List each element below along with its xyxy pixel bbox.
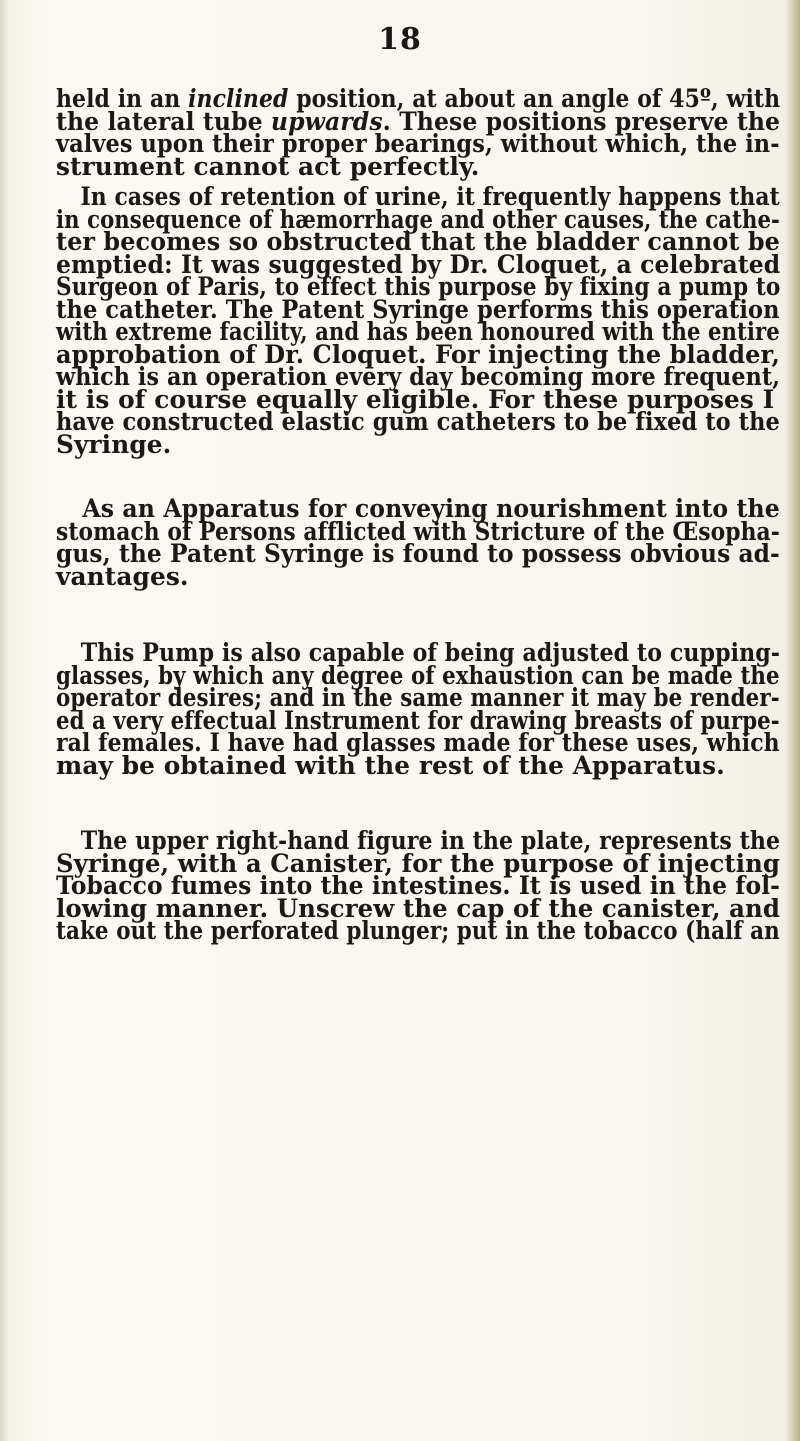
text-line: emptied: It was suggested by Dr. Cloquet, a celebrated — [56, 249, 781, 279]
text-line: stomach of Persons afflicted with Stricture of the Œsopha- — [56, 516, 780, 546]
paragraph-4 — [56, 638, 786, 780]
paragraph-1 — [56, 84, 786, 181]
text-line: ed a very effectual Instrument for drawing breasts of purpe- — [56, 705, 780, 735]
text-line: lowing manner. Unscrew the cap of the canister, and — [56, 893, 781, 923]
text-line: approbation of Dr. Cloquet. For injecting the bladder, — [56, 339, 780, 369]
text-line: valves upon their proper bearings, without which, the in- — [56, 129, 780, 158]
text-line: vantages. — [56, 561, 189, 591]
text-line: with extreme facility, and has been honoured with the entire — [56, 317, 780, 346]
paragraph-5 — [56, 826, 786, 945]
text-line: gus, the Patent Syringe is found to possess obvious ad- — [56, 539, 780, 568]
text-line: have constructed elastic gum catheters to be fixed to the — [56, 407, 780, 436]
text-line: The upper right-hand figure in the plate, represents the — [80, 826, 781, 855]
text-line: it is of course equally eligible. For these purposes I — [56, 384, 775, 414]
text-line: In cases of retention of urine, it frequently happens that — [80, 182, 780, 211]
text-line: ter becomes so obstructed that the bladder cannot be — [56, 227, 780, 256]
text-line: This Pump is also capable of being adjusted to cupping- — [80, 638, 781, 667]
text-line: As an Apparatus for conveying nourishment into the — [82, 494, 780, 523]
text-line: Surgeon of Paris, to effect this purpose by fixing a pump to — [56, 272, 781, 301]
page-number: 18 — [378, 22, 422, 57]
text-line: Tobacco fumes into the intestines. It is used in the fol- — [56, 871, 780, 900]
paragraph-2 — [56, 182, 786, 459]
page-edge — [786, 0, 800, 1441]
text-line: Syringe. — [56, 429, 172, 459]
text-line: take out the perforated plunger; put in the tobacco (half an — [56, 916, 780, 945]
page-gutter-shadow — [0, 0, 8, 1441]
text-line: in consequence of hæmorrhage and other causes, the cathe- — [56, 204, 780, 234]
text-line: glasses, by which any degree of exhaustion can be made the — [56, 660, 780, 690]
text-line: the lateral tube upwards. These positions preserve the — [56, 106, 781, 136]
text-line: strument cannot act perfectly. — [56, 151, 480, 181]
text-line: may be obtained with the rest of the Apparatus. — [56, 750, 725, 780]
text-line: the catheter. The Patent Syringe performs this operation — [56, 294, 780, 324]
text-line: Syringe, with a Canister, for the purpose of injecting — [56, 848, 781, 878]
text-line: ral females. I have had glasses made for these uses, which — [56, 728, 780, 757]
text-line: operator desires; and in the same manner it may be render- — [56, 683, 780, 712]
paragraph-3 — [56, 494, 786, 591]
text-line: which is an operation every day becoming more frequent, — [56, 362, 781, 391]
text-line: held in an inclined position, at about an angle of 45º, with — [56, 84, 781, 113]
